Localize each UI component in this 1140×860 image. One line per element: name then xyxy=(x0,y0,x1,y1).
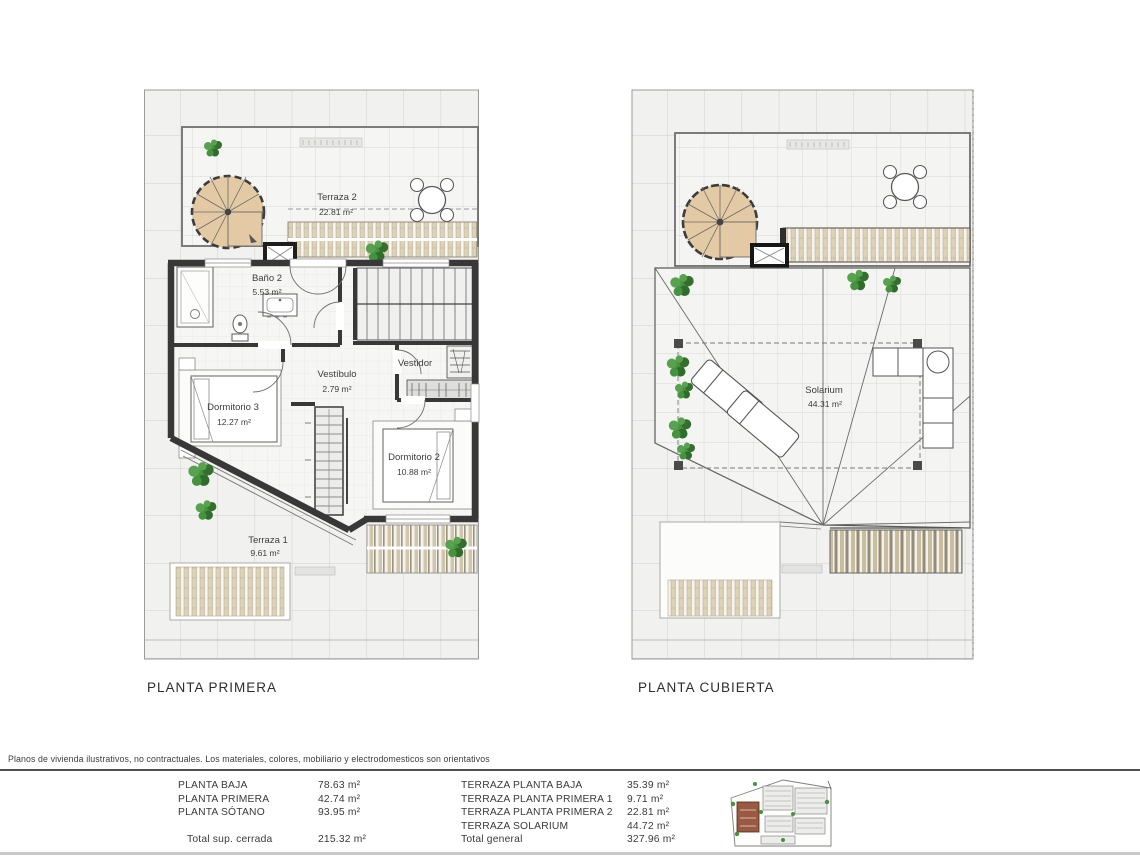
shower xyxy=(177,267,213,327)
title-planta-primera: PLANTA PRIMERA xyxy=(147,680,278,695)
site-plan-thumbnail xyxy=(725,776,837,852)
title-planta-cubierta: PLANTA CUBIERTA xyxy=(638,680,775,695)
row-label: TERRAZA PLANTA BAJA xyxy=(461,780,583,791)
table-row xyxy=(178,793,366,807)
row-label: PLANTA SÓTANO xyxy=(178,807,265,819)
label-dormitorio3-area: 12.27 m² xyxy=(217,417,251,427)
staircase-upper xyxy=(357,268,473,340)
total-label: Total general xyxy=(461,834,523,846)
divider-rule xyxy=(0,769,1140,771)
total-value: 215.32 m² xyxy=(318,833,367,845)
table-total-row xyxy=(461,833,675,847)
label-bano2: Baño 2 xyxy=(251,273,283,284)
spiral-staircase xyxy=(192,176,264,248)
table-row xyxy=(461,806,675,820)
label-bano2-area: 5.53 m² xyxy=(252,287,282,297)
row-label: TERRAZA SOLARIUM xyxy=(461,820,569,832)
label-vestidor: Vestidor xyxy=(397,358,433,369)
table-row xyxy=(178,779,366,793)
label-terraza1: Terraza 1 xyxy=(248,535,288,546)
bottom-rule xyxy=(0,852,1140,855)
label-vestibulo-area: 2.79 m² xyxy=(322,384,352,394)
label-terraza2-area: 22.81 m² xyxy=(319,207,353,217)
spiral-staircase xyxy=(683,185,757,259)
row-value: 42.74 m² xyxy=(318,793,361,805)
row-value: 78.63 m² xyxy=(318,780,361,791)
row-label: TERRAZA PLANTA PRIMERA 1 xyxy=(461,793,613,805)
table-row xyxy=(461,779,675,793)
closed-areas-table xyxy=(178,779,366,846)
row-value: 35.39 m² xyxy=(627,780,670,791)
highlighted-unit xyxy=(737,802,759,832)
label-terraza2: Terraza 2 xyxy=(317,192,357,203)
label-dormitorio3: Dormitorio 3 xyxy=(207,402,259,413)
row-value: 9.71 m² xyxy=(627,793,664,805)
pergola-solarium xyxy=(783,228,970,262)
row-value: 22.81 m² xyxy=(627,807,670,819)
disclaimer-text: Planos de vivienda ilustrativos, no contractuales. Los materiales, colores, mobiliario y electrodomesticos son orientativos xyxy=(8,754,490,764)
total-value: 327.96 m² xyxy=(627,834,676,846)
row-value: 93.95 m² xyxy=(318,807,361,819)
table-row xyxy=(461,820,675,834)
row-label: PLANTA BAJA xyxy=(178,780,248,791)
plan-planta-cubierta xyxy=(630,88,976,662)
label-solarium: Solarium xyxy=(805,385,843,396)
toilet xyxy=(232,315,248,341)
terrace-areas-table xyxy=(461,779,675,847)
label-terraza1-area: 9.61 m² xyxy=(250,548,280,558)
plan-planta-primera xyxy=(143,88,483,662)
pergola-lower-right xyxy=(830,530,962,573)
row-label: TERRAZA PLANTA PRIMERA 2 xyxy=(461,807,613,819)
table-row xyxy=(178,806,366,820)
row-label: PLANTA PRIMERA xyxy=(178,793,270,805)
shaft-box xyxy=(752,245,787,266)
label-vestibulo: Vestíbulo xyxy=(317,369,357,380)
label-solarium-area: 44.31 m² xyxy=(808,399,842,409)
label-dormitorio2-area: 10.88 m² xyxy=(397,467,431,477)
table-row xyxy=(461,793,675,807)
label-dormitorio2: Dormitorio 2 xyxy=(388,452,440,463)
table-total-row xyxy=(178,833,366,847)
total-label: Total sup. cerrada xyxy=(187,833,273,845)
row-value: 44.72 m² xyxy=(627,820,670,832)
